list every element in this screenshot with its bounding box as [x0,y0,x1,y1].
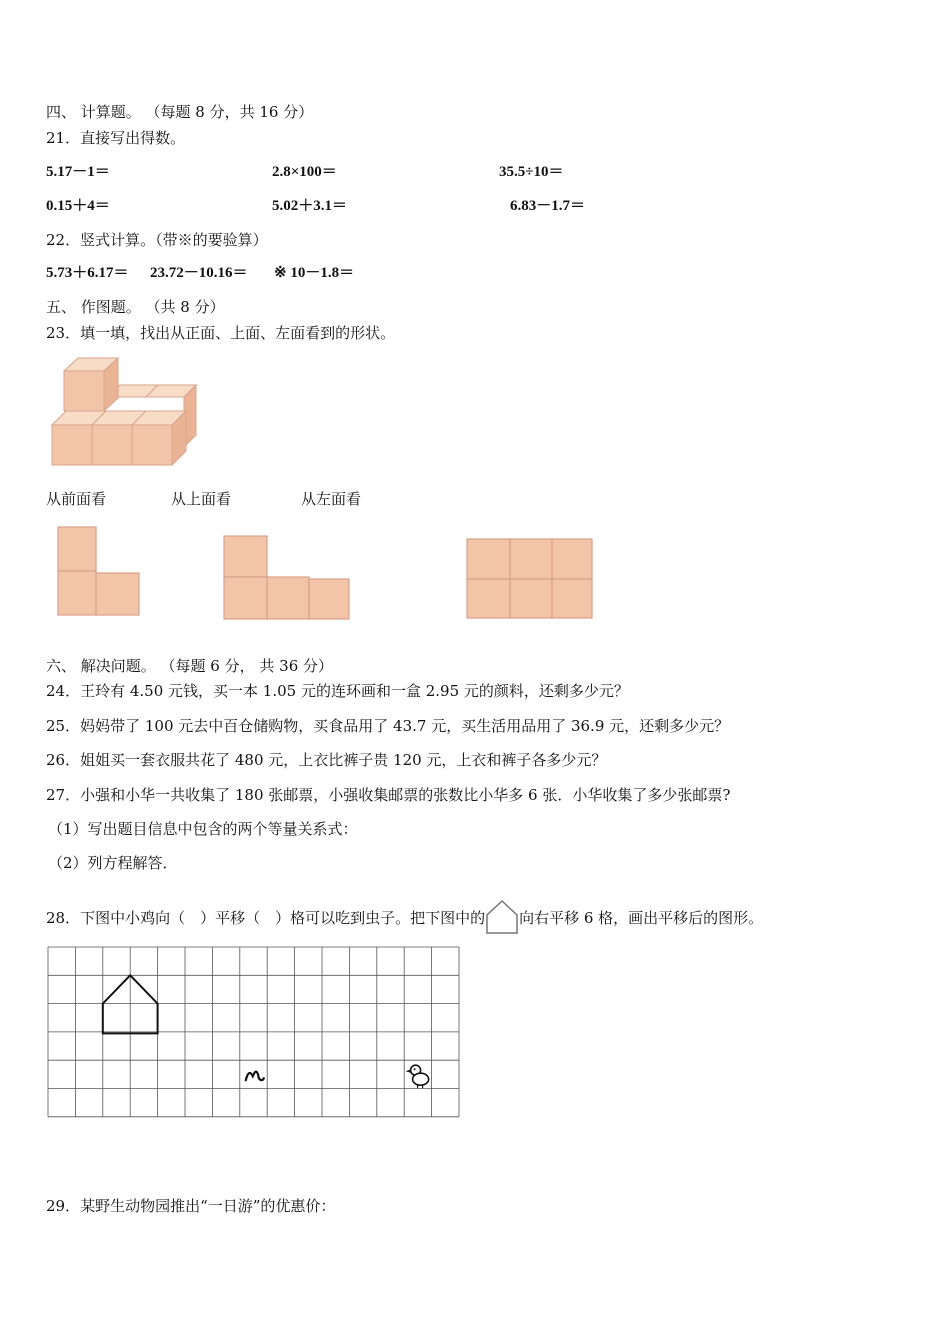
view-label-top: 从上面看 [171,490,232,508]
q22-item: 5.73＋6.17＝ [46,265,129,281]
q25: 25．妈妈带了 100 元去中百仓储购物，买食品用了 43.7 元，买生活用品用了 36.9 元，还剩多少元？ [46,717,730,735]
q22-item: 23.72－10.16＝ [150,265,248,281]
q21-item: 6.83－1.7＝ [510,198,586,214]
view-shape-1 [57,526,141,618]
q27-sub1: （1）写出题目信息中包含的两个等量关系式： [48,820,358,838]
q26: 26．姐姐买一套衣服共花了 480 元，上衣比裤子贵 120 元，上衣和裤子各多少元？ [46,751,607,769]
q29: 29．某野生动物园推出“一日游”的优惠价： [46,1197,336,1215]
section-5-heading: 五、 作图题。 （共 8 分） [46,298,225,316]
q27-sub2: （2）列方程解答． [48,854,178,872]
q23-title: 23．填一填，找出从正面、上面、左面看到的形状。 [46,324,396,342]
q21-title: 21．直接写出得数。 [46,129,186,147]
q21-item: 5.17－1＝ [46,164,110,180]
q21-item: 35.5÷10＝ [499,164,564,180]
view-label-front: 从前面看 [46,490,107,508]
translation-grid [47,946,461,1118]
q28-line [46,899,763,935]
section-6-heading: 六、 解决问题。 （每题 6 分， 共 36 分） [46,657,334,675]
view-shape-2 [223,535,351,621]
q27: 27．小强和小华一共收集了 180 张邮票，小强收集邮票的张数比小华多 6 张．小华收集了多少张邮票? [46,786,731,804]
house-shape-icon [485,899,519,935]
q22-title: 22．竖式计算。（带※的要验算） [46,231,268,249]
cube-stack-figure [48,355,208,470]
q21-item: 0.15＋4＝ [46,198,110,214]
view-shape-3 [466,538,594,620]
q21-item: 2.8×100＝ [272,164,337,180]
q21-item: 5.02＋3.1＝ [272,198,348,214]
q22-item: ※ 10－1.8＝ [274,265,355,281]
q28-text-before: 28．下图中小鸡向（ ）平移（ ）格可以吃到虫子。把下图中的 [46,909,486,927]
view-label-left: 从左面看 [301,490,362,508]
section-4-heading: 四、 计算题。 （每题 8 分，共 16 分） [46,103,314,121]
q24: 24．王玲有 4.50 元钱，买一本 1.05 元的连环画和一盒 2.95 元的颜料，还剩多少元？ [46,682,629,700]
worm-icon [246,1072,264,1081]
chick-icon [408,1065,429,1088]
q28-text-after: 向右平移 6 格，画出平移后的图形。 [519,909,764,927]
